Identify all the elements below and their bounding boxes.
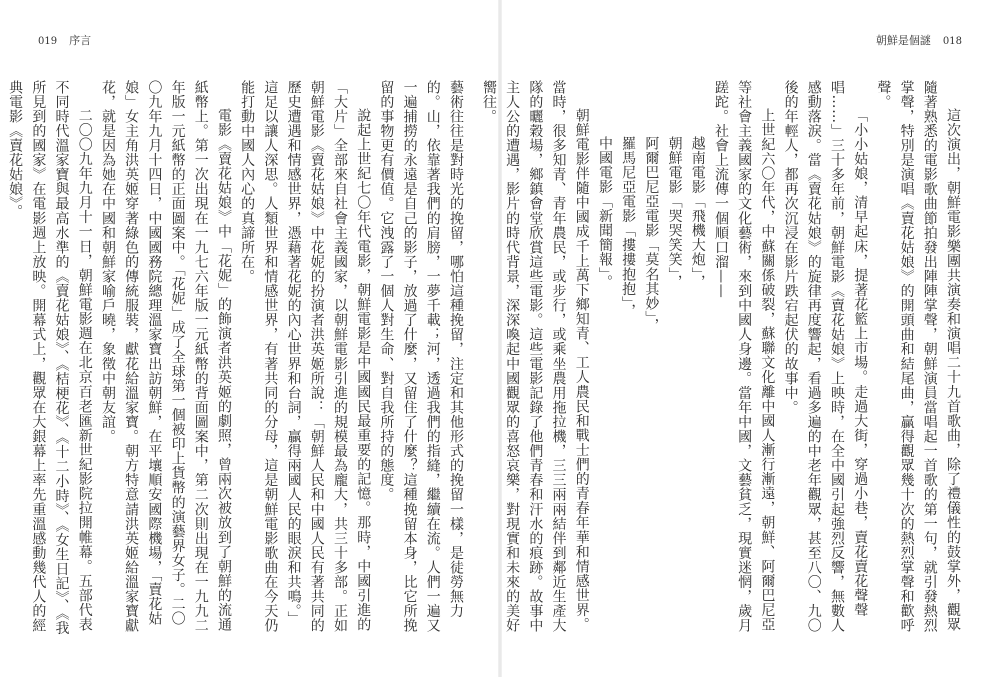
film-saying-line-1: 越南電影「飛機大炮」， — [689, 136, 706, 290]
right-body-text — [480, 80, 964, 640]
right-page — [480, 0, 1000, 677]
left-paragraph-3: 電影《賣花姑娘》中「花妮」的飾演者洪英姬的劇照，曾兩次被放到了朝鮮的流通紙幣上。第一次出現在一九七六年版一元紙幣的背面圖案中，第二次則出現在一九九二年版一元紙幣的正面圖案中。「花妮」成了全球第一個被印上貨幣的演藝界女子。二〇〇九年九月十四日，中國國務院總理溫家寶出訪朝鮮，在平壤順安國際機場，「賣花姑娘」女主角洪英姬穿著綠色的傳統服裝，獻花給溫家寶。朝方特意請洪英姬給溫家寶獻花，就是因為她在中國和朝鮮家喻戶曉，象徵中朝友誼。 — [99, 80, 232, 633]
right-paragraph-1: 這次演出，朝鮮電影樂團共演奏和演唱二十九首歌曲，除了禮儀性的鼓掌外，觀眾隨著熟悉的電影歌曲節拍發出陣陣掌聲，朝鮮演員當唱起一首歌的第一句，就引發熱烈掌聲，特別是演唱《賣花姑娘》的開頭曲和結尾曲，贏得觀眾幾十次的熱烈掌聲和歡呼聲。 — [875, 80, 961, 633]
left-paragraph-4: 二〇〇九年九月十一日，朝鮮電影週在北京百老匯新世紀影院拉開帷幕。五部代表不同時代溫家寶與最高水準的《賣花姑娘》、《桔梗花》、《十二小時》、《女生日記》、《我所見到的國家》在電影週上放映。開幕式上，觀眾在大銀幕上率先重溫感動幾代人的經典電影《賣花姑娘》。 — [7, 80, 93, 636]
left-paragraph-5 — [0, 80, 3, 640]
film-saying-line-5: 中國電影「新聞簡報」。 — [596, 136, 613, 290]
left-page-number: 019 — [38, 36, 58, 47]
right-paragraph-2: 「小小姑娘，清早起床，提著花籃上市場。走過大街，穿過小巷，賣花賣花聲聲唱……」三十多年前，朝鮮電影《賣花姑娘》上映時，在全中國引起強烈反響，無數人感動落淚。當《賣花姑娘》的旋律再度響起，看過多遍的中老年觀眾，甚至八〇、九〇後的年輕人，都再次沉浸在影片跌宕起伏的故事中。 — [782, 80, 869, 633]
film-saying-line-4: 羅馬尼亞電影「摟摟抱抱」， — [620, 136, 637, 319]
right-paragraph-3: 上世紀六〇年代，中蘇關係破裂，蘇聯文化離中國人漸行漸遠，朝鮮、阿爾巴尼亞等社會主義國家的文化藝術，來到中國人身邊。當年中國，文藝貧乏，現實迷惘，歲月蹉跎。社會上流傳一個順口溜—— — [712, 80, 776, 633]
right-page-header — [876, 32, 962, 48]
left-paragraph-2: 說起上世紀七〇年代電影，朝鮮電影是中國國民最重要的記憶。那時，中國引進的「大片」全部來自社會主義國家，以朝鮮電影引進的規模最為龐大，共三十多部。正如朝鮮電影《賣花姑娘》中花妮的扮演者洪英姬所說：「朝鮮人民和中國人民有著共同的歷史遭遇和情感世界，憑藉著花妮的內心世界和台詞，贏得兩國人民的眼淚和共鳴。」這足以讓人深思。人類世界和情感世界，有著共同的分母，這是朝鮮電影歌曲在今天仍能打動中國人內心的真諦所在。 — [239, 80, 372, 633]
left-running-title: 序言 — [69, 34, 92, 47]
right-running-title: 朝鮮是個謎 — [875, 34, 931, 47]
left-page-header — [38, 32, 91, 48]
right-page-number: 018 — [942, 36, 962, 47]
film-saying-line-3: 阿爾巴尼亞電影「莫名其妙」， — [643, 136, 660, 333]
film-saying-line-2: 朝鮮電影「哭哭笑笑」， — [666, 136, 683, 290]
right-paragraph-4: 朝鮮電影伴隨中國成千上萬下鄉知青、工人農民和戰士們的青春年華和情感世界。當時，很多知青、青年農民，或步行，或乘坐農用拖拉機，三三兩兩結伴到鄰近生產大隊的曬穀場，鄉鎮會堂欣賞這些電影。這些電影記錄了他們青春和汗水的痕跡。故事中主人公的遭遇，影片的時代背景，深深喚起中國觀眾的喜怒哀樂，對現實和未來的美好嚮往。 — [480, 80, 590, 633]
left-body-text — [7, 80, 467, 640]
left-paragraph-1: 藝術往往是對時光的挽留，哪怕這種挽留，注定和其他形式的挽留一樣，是徒勞無力的。山，依靠著我們的肩膀，一夢千載；河，透過我們的指縫，繼續在流。人們一遍又一遍捕撈的永遠是自己的影子，放過了什麼，又留住了什麼？這種挽留本身，比它所挽留的事物更有價值。它洩露了一個人對生命、對自我所持的態度。 — [378, 80, 464, 633]
